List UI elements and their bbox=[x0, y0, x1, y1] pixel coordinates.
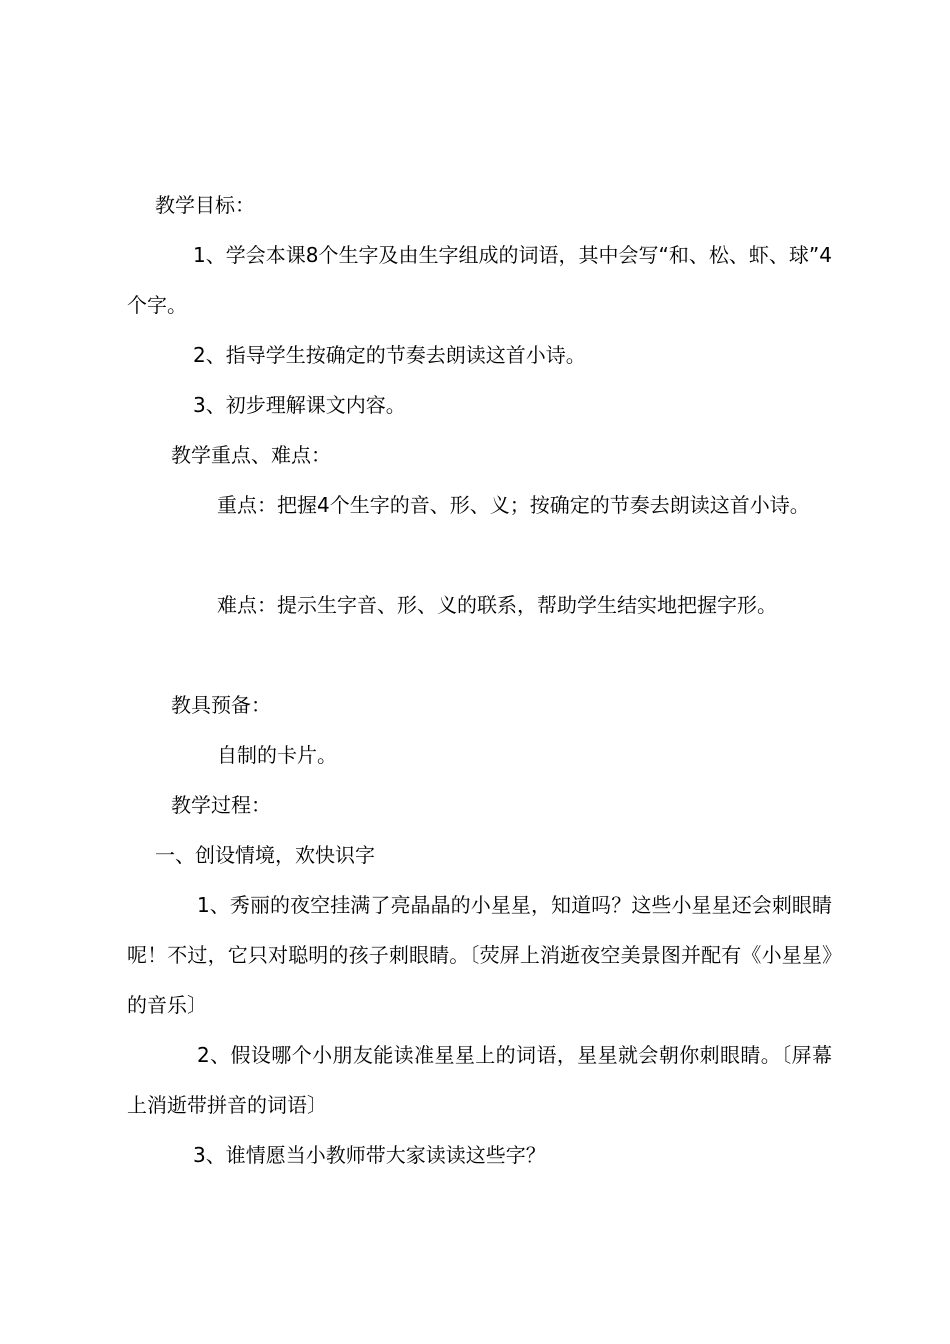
heading-teaching-process: 教学过程： bbox=[171, 793, 271, 817]
teaching-aids-text: 自制的卡片。 bbox=[217, 743, 337, 767]
goal-item-3: 3、初步理解课文内容。 bbox=[193, 393, 406, 417]
process-item-3: 3、谁情愿当小教师带大家读读这些字？ bbox=[193, 1143, 546, 1167]
key-point-paragraph: 重点：把握4个生字的音、形、义；按确定的节奏去朗读这首小诗。 bbox=[217, 493, 810, 517]
heading-teaching-goals: 教学目标： bbox=[155, 193, 255, 217]
heading-key-points: 教学重点、难点： bbox=[171, 443, 331, 467]
goal-item-2: 2、指导学生按确定的节奏去朗读这首小诗。 bbox=[193, 343, 586, 367]
process-item-1: 1、秀丽的夜空挂满了亮晶晶的小星星，知道吗？这些小星星还会刺眼睛呢！不过，它只对聪明的孩子刺眼睛。〔荧屏上消逝夜空美景图并配有《小星星》的音乐〕 bbox=[127, 893, 832, 1017]
heading-teaching-aids: 教具预备： bbox=[171, 693, 271, 717]
process-item-2: 2、假设哪个小朋友能读准星星上的词语，星星就会朝你刺眼睛。〔屏幕上消逝带拼音的词语〕 bbox=[127, 1043, 832, 1117]
section-heading-1: 一、创设情境，欢快识字 bbox=[155, 843, 375, 867]
difficulty-paragraph: 难点：提示生字音、形、义的联系，帮助学生结实地把握字形。 bbox=[217, 593, 777, 617]
goal-item-1: 1、学会本课8个生字及由生字组成的词语，其中会写“和、松、虾、球”4个字。 bbox=[127, 243, 832, 317]
